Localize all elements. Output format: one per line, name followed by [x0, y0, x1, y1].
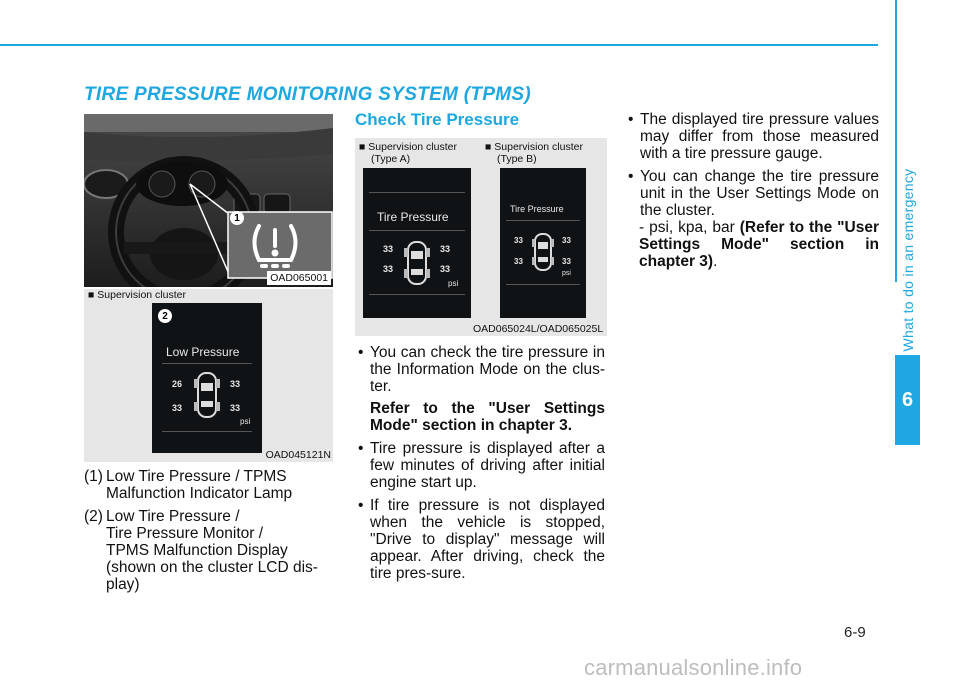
- pressure-info-bullets: [625, 111, 879, 270]
- cluster-code: OAD045121N: [265, 449, 331, 461]
- list-number: (2): [84, 508, 103, 525]
- tire-pressure-rear-left: 33: [172, 403, 183, 413]
- cluster-types-figure: [355, 138, 607, 336]
- type-a-label-line1: ■ Supervision cluster: [359, 141, 457, 153]
- lcd-divider-bottom: [162, 431, 252, 432]
- list-text: Low Tire Pressure /: [106, 508, 240, 525]
- lcd-divider: [369, 192, 465, 193]
- cluster-label: ■ Supervision cluster: [88, 289, 186, 301]
- tire-pressure-front-left: 33: [514, 236, 523, 245]
- type-b-label: [485, 141, 583, 165]
- cluster-figure: [84, 289, 333, 462]
- tire-pressure-front-right: 33: [230, 379, 241, 389]
- list-item: [84, 468, 339, 502]
- list-text: TPMS Malfunction Display: [106, 542, 288, 559]
- bullet-item: [625, 168, 879, 219]
- unit-options-text: - psi, kpa, bar: [639, 219, 740, 236]
- list-text: Malfunction Indicator Lamp: [106, 485, 293, 502]
- section-heading: Check Tire Pressure: [355, 110, 520, 129]
- lcd-divider: [506, 220, 580, 221]
- unit-options-period: .: [713, 253, 718, 270]
- bullet-item: [355, 497, 605, 582]
- lcd-screen: [152, 303, 262, 453]
- lcd-divider: [369, 294, 465, 295]
- bullet-text: The displayed tire pressure values may differ from those measured with a tire pressure gauge.: [640, 111, 879, 162]
- tire-pressure-rear-left: 33: [514, 257, 523, 266]
- lcd-title: Low Pressure: [166, 345, 240, 359]
- photo-code: OAD065001: [267, 271, 331, 285]
- type-b-lcd: [500, 168, 586, 318]
- tire-pressure-front-left: 33: [383, 244, 394, 254]
- list-item: [84, 508, 339, 593]
- tire-pressure-front-right: 33: [562, 236, 571, 245]
- watermark[interactable]: carmanualsonline.info: [584, 655, 803, 680]
- bullet-text: You can change the tire pressure unit in the User Settings Mode on the cluster.: [640, 168, 879, 219]
- tire-pressure-rear-right: 33: [230, 403, 241, 413]
- tire-pressure-front-right: 33: [440, 244, 451, 254]
- lcd-divider: [369, 230, 465, 231]
- bullet-item: [355, 440, 605, 491]
- section-title: TIRE PRESSURE MONITORING SYSTEM (TPMS): [84, 84, 532, 105]
- bullet-text: Tire pressure is displayed after a few minutes of driving after initial engine start up.: [370, 440, 605, 491]
- car-top-icon: [404, 240, 430, 286]
- list-text: (shown on the cluster LCD dis-: [106, 559, 318, 576]
- tire-pressure-rear-right: 33: [562, 257, 571, 266]
- indicator-list: [84, 468, 339, 599]
- sidebar-rule: [895, 0, 897, 282]
- dashboard-photo: [84, 114, 333, 287]
- list-text: play): [106, 576, 140, 593]
- type-b-label-line1: ■ Supervision cluster: [485, 141, 583, 153]
- type-b-label-line2: (Type B): [497, 153, 537, 165]
- chapter-tab[interactable]: [895, 355, 920, 445]
- bullet-item: [625, 111, 879, 162]
- unit-options-reference: (Refer to the "User Settings Mode" section in chapter 3): [639, 219, 879, 270]
- list-number: (1): [84, 468, 103, 485]
- type-b-lcd-title: Tire Pressure: [510, 204, 564, 214]
- callout-2-badge: 2: [158, 309, 172, 323]
- car-top-icon: [532, 232, 554, 272]
- unit-options: [625, 219, 879, 270]
- list-text: Low Tire Pressure / TPMS: [106, 468, 287, 485]
- list-text: Tire Pressure Monitor /: [106, 525, 264, 542]
- page-number: 6-9: [844, 624, 866, 641]
- pressure-unit: psi: [562, 270, 571, 277]
- type-a-label: [359, 141, 457, 165]
- bullet-text: You can check the tire pressure in the Information Mode on the clus-ter.: [370, 344, 605, 395]
- tire-pressure-rear-left: 33: [383, 264, 394, 274]
- check-pressure-bullets: [355, 344, 605, 588]
- bullet-text: If tire pressure is not displayed when the vehicle is stopped, "Drive to display" message will appear. After driving, check the tire pres-sure.: [370, 497, 605, 582]
- bold-note: Refer to the "User Settings Mode" section in chapter 3.: [370, 400, 605, 434]
- bullet-item: [355, 344, 605, 434]
- lcd-divider: [506, 284, 580, 285]
- tire-pressure-front-left: 26: [172, 379, 183, 389]
- type-a-lcd-title: Tire Pressure: [377, 210, 449, 224]
- chapter-number: 6: [901, 388, 914, 411]
- lcd-divider: [162, 363, 252, 364]
- car-top-icon: [194, 371, 220, 419]
- figure-code: OAD065024L/OAD065025L: [473, 323, 604, 335]
- tire-pressure-rear-right: 33: [440, 264, 451, 274]
- chapter-title: What to do in an emergency: [900, 168, 916, 352]
- pressure-unit: psi: [448, 279, 459, 288]
- pressure-unit: psi: [240, 417, 251, 426]
- callout-1-badge: 1: [230, 211, 244, 225]
- type-a-label-line2: (Type A): [371, 153, 411, 165]
- type-a-lcd: [363, 168, 471, 318]
- header-rule: [0, 44, 878, 46]
- dashboard-illustration: [84, 114, 333, 287]
